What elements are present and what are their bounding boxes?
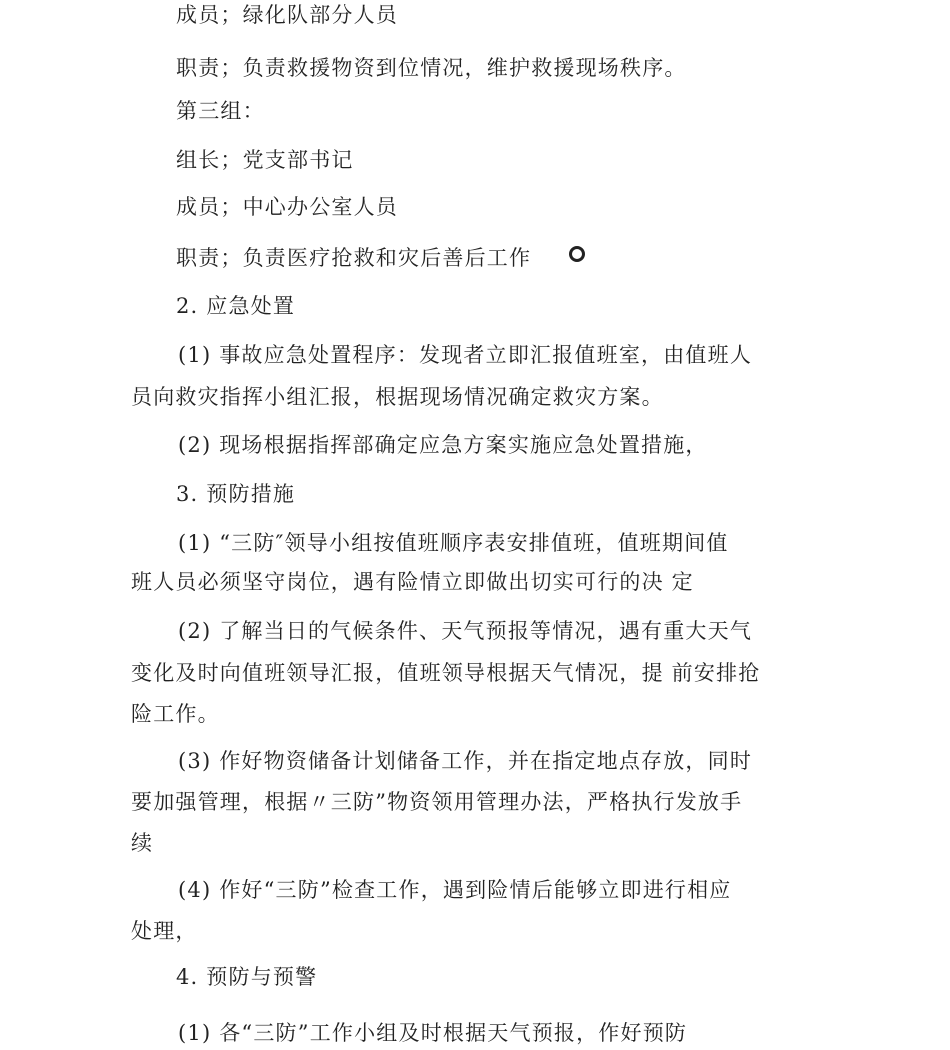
paragraph-line: (4) 作好“三防”检查工作，遇到险情后能够立即进行相应 (178, 878, 732, 902)
paragraph-line: 变化及时向值班领导汇报，值班领导根据天气情况，提 前安排抢 (131, 661, 761, 685)
paragraph-line: (1) 各“三防”工作小组及时根据天气预报，作好预防 (178, 1021, 688, 1045)
paragraph-line: 要加强管理，根据〃三防”物资领用管理办法，严格执行发放手 (131, 790, 743, 814)
line-group-three: 第三组： (176, 99, 265, 123)
line-group-leader: 组长；党支部书记 (176, 148, 354, 172)
paragraph-line: (2) 了解当日的气候条件、天气预报等情况，遇有重大天气 (178, 619, 753, 643)
paragraph-line: 处理， (131, 919, 198, 943)
line-duties-medical: 职责；负责医疗抢救和灾后善后工作 (176, 246, 532, 270)
section-heading-preventive-measures: 3. 预防措施 (176, 482, 296, 506)
section-heading-prevention-warning: 4. 预防与预警 (176, 965, 318, 989)
line-duties-supplies: 职责；负责救援物资到位情况，维护救援现场秩序。 (176, 56, 687, 80)
section-heading-emergency-response: 2. 应急处置 (176, 294, 296, 318)
line-members-greening: 成员；绿化队部分人员 (176, 3, 398, 27)
paragraph-line: (2) 现场根据指挥部确定应急方案实施应急处置措施， (178, 433, 708, 457)
paragraph-line: 险工作。 (131, 702, 220, 726)
paragraph-line: 员向救灾指挥小组汇报，根据现场情况确定救灾方案。 (131, 385, 664, 409)
paragraph-line: (1) “三防″领导小组按值班顺序表安排值班，值班期间值 (178, 531, 729, 555)
line-members-office: 成员；中心办公室人员 (176, 195, 398, 219)
paragraph-line: (3) 作好物资储备计划储备工作，并在指定地点存放，同时 (178, 749, 753, 773)
paragraph-line: (1) 事故应急处置程序：发现者立即汇报值班室，由值班人 (178, 343, 753, 367)
paragraph-line: 班人员必须坚守岗位，遇有险情立即做出切实可行的决 定 (131, 570, 694, 594)
circle-icon (569, 246, 585, 262)
paragraph-line: 续 (131, 831, 154, 855)
